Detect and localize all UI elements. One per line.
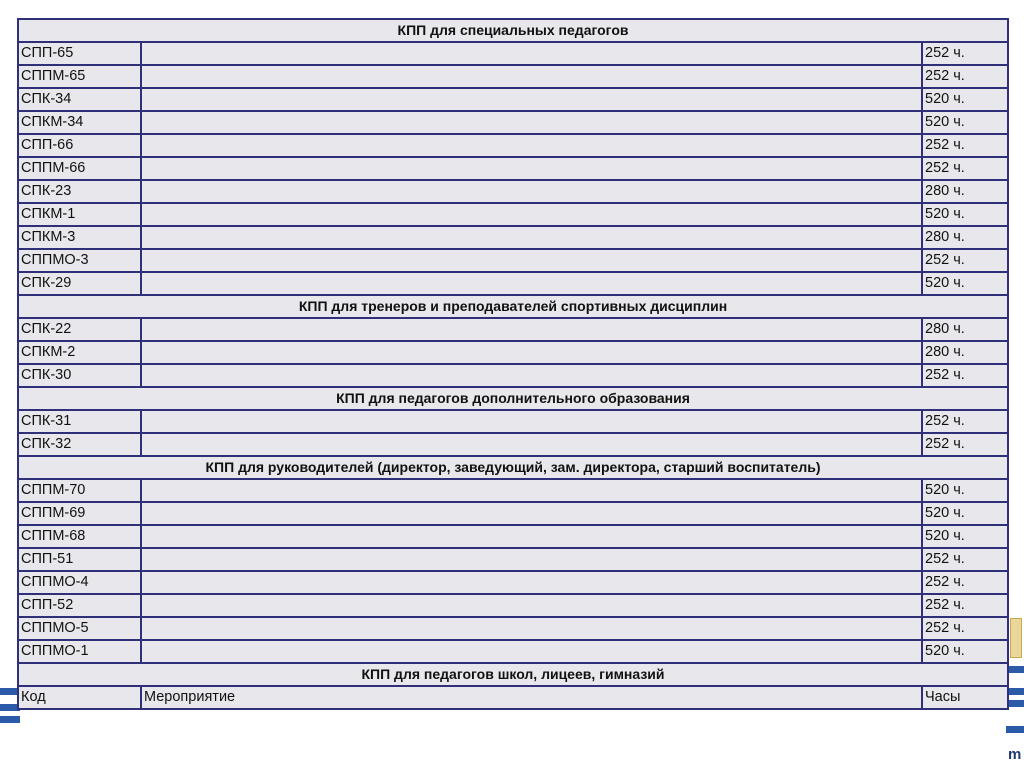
program-hours: 252 ч. bbox=[922, 617, 1008, 640]
program-title-empty bbox=[141, 65, 922, 88]
program-title-empty bbox=[141, 134, 922, 157]
program-title-empty bbox=[141, 249, 922, 272]
section-title: КПП для тренеров и преподавателей спортивных дисциплин bbox=[18, 295, 1008, 318]
program-code: СППМ-68 bbox=[18, 525, 141, 548]
program-title-empty bbox=[141, 203, 922, 226]
table-row bbox=[18, 318, 1008, 341]
program-hours: 280 ч. bbox=[922, 341, 1008, 364]
program-hours: 280 ч. bbox=[922, 318, 1008, 341]
program-hours: 520 ч. bbox=[922, 640, 1008, 663]
program-code: СППМ-70 bbox=[18, 479, 141, 502]
section-header-row bbox=[18, 663, 1008, 686]
section-header-row bbox=[18, 387, 1008, 410]
table-row bbox=[18, 272, 1008, 295]
program-title-empty bbox=[141, 548, 922, 571]
program-title-empty bbox=[141, 42, 922, 65]
table-row bbox=[18, 548, 1008, 571]
program-title-empty bbox=[141, 364, 922, 387]
table-row bbox=[18, 571, 1008, 594]
program-hours: 520 ч. bbox=[922, 272, 1008, 295]
table-row bbox=[18, 203, 1008, 226]
section-header-row bbox=[18, 295, 1008, 318]
program-title-empty bbox=[141, 479, 922, 502]
table-row bbox=[18, 226, 1008, 249]
section-header-row bbox=[18, 456, 1008, 479]
program-title-empty bbox=[141, 88, 922, 111]
program-hours: 280 ч. bbox=[922, 180, 1008, 203]
program-hours: 520 ч. bbox=[922, 111, 1008, 134]
program-hours: 252 ч. bbox=[922, 433, 1008, 456]
program-code: СПКМ-34 bbox=[18, 111, 141, 134]
table-row bbox=[18, 525, 1008, 548]
program-code: СПК-30 bbox=[18, 364, 141, 387]
program-code: СПК-32 bbox=[18, 433, 141, 456]
table-row bbox=[18, 134, 1008, 157]
table-row bbox=[18, 433, 1008, 456]
table-row bbox=[18, 364, 1008, 387]
table-row bbox=[18, 479, 1008, 502]
program-code: СППМ-65 bbox=[18, 65, 141, 88]
program-code: СПП-66 bbox=[18, 134, 141, 157]
table-row bbox=[18, 640, 1008, 663]
table-row bbox=[18, 42, 1008, 65]
program-title-empty bbox=[141, 111, 922, 134]
program-title-empty bbox=[141, 410, 922, 433]
table-row bbox=[18, 65, 1008, 88]
table-row bbox=[18, 88, 1008, 111]
program-title-empty bbox=[141, 318, 922, 341]
table-row bbox=[18, 341, 1008, 364]
decorative-gold-block bbox=[1010, 618, 1022, 658]
program-title-empty bbox=[141, 502, 922, 525]
program-title-empty bbox=[141, 157, 922, 180]
program-hours: 252 ч. bbox=[922, 410, 1008, 433]
program-code: СПК-23 bbox=[18, 180, 141, 203]
program-code: СППМ-66 bbox=[18, 157, 141, 180]
section-title: КПП для педагогов дополнительного образования bbox=[18, 387, 1008, 410]
program-code: СПК-22 bbox=[18, 318, 141, 341]
program-code: СПКМ-2 bbox=[18, 341, 141, 364]
column-header-row bbox=[18, 686, 1008, 709]
program-hours: 252 ч. bbox=[922, 157, 1008, 180]
program-hours: 520 ч. bbox=[922, 88, 1008, 111]
program-hours: 520 ч. bbox=[922, 203, 1008, 226]
program-title-empty bbox=[141, 433, 922, 456]
program-code: СПК-34 bbox=[18, 88, 141, 111]
column-header-hours: Часы bbox=[922, 686, 1008, 709]
decorative-glyph: m bbox=[1008, 746, 1022, 763]
table-row bbox=[18, 249, 1008, 272]
program-hours: 252 ч. bbox=[922, 364, 1008, 387]
table-row bbox=[18, 594, 1008, 617]
column-header-event: Мероприятие bbox=[141, 686, 922, 709]
program-title-empty bbox=[141, 594, 922, 617]
table-row bbox=[18, 502, 1008, 525]
program-code: СППМ-69 bbox=[18, 502, 141, 525]
program-code: СППМО-4 bbox=[18, 571, 141, 594]
programs-table bbox=[17, 18, 1009, 710]
section-title: КПП для руководителей (директор, заведующий, зам. директора, старший воспитатель) bbox=[18, 456, 1008, 479]
program-title-empty bbox=[141, 640, 922, 663]
program-code: СПК-29 bbox=[18, 272, 141, 295]
program-code: СПКМ-1 bbox=[18, 203, 141, 226]
table-row bbox=[18, 410, 1008, 433]
program-title-empty bbox=[141, 617, 922, 640]
program-code: СППМО-3 bbox=[18, 249, 141, 272]
table-row bbox=[18, 111, 1008, 134]
program-hours: 520 ч. bbox=[922, 479, 1008, 502]
program-hours: 252 ч. bbox=[922, 42, 1008, 65]
program-code: СПК-31 bbox=[18, 410, 141, 433]
program-hours: 520 ч. bbox=[922, 502, 1008, 525]
program-code: СПП-52 bbox=[18, 594, 141, 617]
program-code: СППМО-1 bbox=[18, 640, 141, 663]
program-title-empty bbox=[141, 180, 922, 203]
program-title-empty bbox=[141, 226, 922, 249]
program-code: СПП-51 bbox=[18, 548, 141, 571]
table-row bbox=[18, 180, 1008, 203]
section-header-row bbox=[18, 19, 1008, 42]
program-code: СППМО-5 bbox=[18, 617, 141, 640]
program-hours: 252 ч. bbox=[922, 548, 1008, 571]
section-title: КПП для специальных педагогов bbox=[18, 19, 1008, 42]
program-hours: 252 ч. bbox=[922, 65, 1008, 88]
program-title-empty bbox=[141, 272, 922, 295]
column-header-code: Код bbox=[18, 686, 141, 709]
program-code: СПП-65 bbox=[18, 42, 141, 65]
table-row bbox=[18, 157, 1008, 180]
program-hours: 252 ч. bbox=[922, 249, 1008, 272]
program-hours: 252 ч. bbox=[922, 134, 1008, 157]
program-title-empty bbox=[141, 341, 922, 364]
program-hours: 252 ч. bbox=[922, 571, 1008, 594]
program-title-empty bbox=[141, 525, 922, 548]
program-hours: 520 ч. bbox=[922, 525, 1008, 548]
program-hours: 252 ч. bbox=[922, 594, 1008, 617]
programs-table-body bbox=[18, 19, 1008, 709]
section-title: КПП для педагогов школ, лицеев, гимназий bbox=[18, 663, 1008, 686]
program-hours: 280 ч. bbox=[922, 226, 1008, 249]
table-row bbox=[18, 617, 1008, 640]
program-code: СПКМ-3 bbox=[18, 226, 141, 249]
program-title-empty bbox=[141, 571, 922, 594]
